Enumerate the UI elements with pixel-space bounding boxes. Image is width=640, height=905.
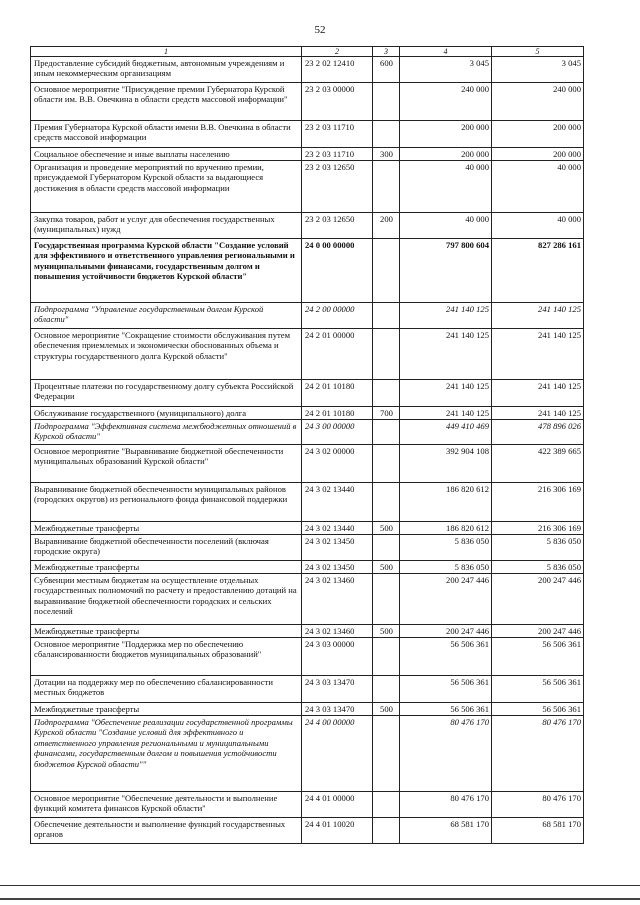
table-row: [31, 445, 584, 483]
footer-rule-thick: [0, 898, 640, 900]
row-name-cell: Межбюджетные трансферты: [31, 561, 302, 574]
row-name-cell: Государственная программа Курской области "Создание условий для эффективного и ответственного управления региональными и муниципальными финансами, государственным долгом и повышения устойчивости бюджетов Курской области": [31, 239, 302, 303]
row-code-cell: 24 3 02 13440: [302, 483, 373, 522]
row-amount-2-cell: 216 306 169: [492, 483, 584, 522]
row-amount-1-cell: 5 836 050: [400, 535, 492, 561]
row-name-cell: Выравнивание бюджетной обеспеченности муниципальных районов (городских округов) из регионального фонда финансовой поддержки: [31, 483, 302, 522]
row-code-cell: 23 2 02 12410: [302, 57, 373, 83]
row-amount-2-cell: 40 000: [492, 213, 584, 239]
table-row: [31, 420, 584, 445]
row-vr-cell: [373, 818, 400, 844]
row-vr-cell: 500: [373, 522, 400, 535]
table-row: [31, 161, 584, 213]
table-row: [31, 83, 584, 121]
row-amount-2-cell: 5 836 050: [492, 561, 584, 574]
row-amount-1-cell: 200 000: [400, 148, 492, 161]
table-row: [31, 148, 584, 161]
table-row: [31, 535, 584, 561]
row-vr-cell: 300: [373, 148, 400, 161]
row-name-cell: Дотации на поддержку мер по обеспечению сбалансированности местных бюджетов: [31, 676, 302, 703]
table-row: [31, 329, 584, 380]
row-amount-1-cell: 200 247 446: [400, 625, 492, 638]
row-code-cell: 24 3 03 00000: [302, 638, 373, 676]
row-code-cell: 23 2 03 12650: [302, 213, 373, 239]
row-code-cell: 23 2 03 00000: [302, 83, 373, 121]
row-amount-2-cell: 241 140 125: [492, 407, 584, 420]
table-row: [31, 625, 584, 638]
row-vr-cell: [373, 792, 400, 818]
row-code-cell: 24 4 00 00000: [302, 716, 373, 792]
row-vr-cell: [373, 535, 400, 561]
row-amount-2-cell: 200 000: [492, 121, 584, 148]
row-name-cell: Премия Губернатора Курской области имени В.В. Овечкина в области средств массовой информации: [31, 121, 302, 148]
row-amount-1-cell: 56 506 361: [400, 676, 492, 703]
row-amount-2-cell: 56 506 361: [492, 703, 584, 716]
table-row: [31, 676, 584, 703]
table-row: [31, 239, 584, 303]
row-amount-2-cell: 240 000: [492, 83, 584, 121]
row-name-cell: Основное мероприятие "Выравнивание бюджетной обеспеченности муниципальных образований Курской области": [31, 445, 302, 483]
row-name-cell: Субвенции местным бюджетам на осуществление отдельных государственных полномочий по расчету и предоставлению дотаций на выравнивание бюджетной обеспеченности городских и сельских поселений: [31, 574, 302, 625]
row-name-cell: Межбюджетные трансферты: [31, 522, 302, 535]
row-code-cell: 24 4 01 10020: [302, 818, 373, 844]
row-amount-1-cell: 200 000: [400, 121, 492, 148]
header-col-4: 4: [400, 47, 492, 57]
row-amount-1-cell: 241 140 125: [400, 303, 492, 329]
row-code-cell: 23 2 03 11710: [302, 121, 373, 148]
row-code-cell: 23 2 03 12650: [302, 161, 373, 213]
row-amount-1-cell: 241 140 125: [400, 380, 492, 407]
row-code-cell: 24 3 02 13460: [302, 574, 373, 625]
row-amount-2-cell: 422 389 665: [492, 445, 584, 483]
row-amount-2-cell: 3 045: [492, 57, 584, 83]
row-code-cell: 24 0 00 00000: [302, 239, 373, 303]
row-amount-2-cell: 56 506 361: [492, 676, 584, 703]
row-amount-2-cell: 80 476 170: [492, 716, 584, 792]
page-number: 52: [314, 24, 326, 36]
row-name-cell: Основное мероприятие "Присуждение премии Губернатора Курской области им. В.В. Овечкина в области средств массовой информации": [31, 83, 302, 121]
row-amount-2-cell: 241 140 125: [492, 303, 584, 329]
row-name-cell: Обеспечение деятельности и выполнение функций государственных органов: [31, 818, 302, 844]
row-amount-1-cell: 56 506 361: [400, 703, 492, 716]
row-vr-cell: [373, 574, 400, 625]
row-amount-2-cell: 80 476 170: [492, 792, 584, 818]
table-row: [31, 407, 584, 420]
table-header-row: [31, 47, 584, 57]
row-code-cell: 24 3 02 13450: [302, 535, 373, 561]
row-name-cell: Межбюджетные трансферты: [31, 703, 302, 716]
header-col-3: 3: [373, 47, 400, 57]
row-name-cell: Основное мероприятие "Сокращение стоимости обслуживания путем обеспечения приемлемых и экономически обоснованных объема и структуры государственного долга Курской области": [31, 329, 302, 380]
row-code-cell: 24 3 02 13440: [302, 522, 373, 535]
table-row: [31, 638, 584, 676]
row-amount-1-cell: 797 800 604: [400, 239, 492, 303]
row-amount-1-cell: 241 140 125: [400, 329, 492, 380]
table-row: [31, 380, 584, 407]
row-name-cell: Выравнивание бюджетной обеспеченности поселений (включая городские округа): [31, 535, 302, 561]
row-amount-1-cell: 80 476 170: [400, 792, 492, 818]
row-name-cell: Основное мероприятие "Обеспечение деятельности и выполнение функций комитета финансов Курской области": [31, 792, 302, 818]
row-amount-2-cell: 40 000: [492, 161, 584, 213]
row-amount-1-cell: 56 506 361: [400, 638, 492, 676]
row-amount-2-cell: 827 286 161: [492, 239, 584, 303]
row-amount-1-cell: 80 476 170: [400, 716, 492, 792]
row-code-cell: 24 4 01 00000: [302, 792, 373, 818]
row-code-cell: 24 3 03 13470: [302, 676, 373, 703]
row-name-cell: Межбюджетные трансферты: [31, 625, 302, 638]
footer-rule: [0, 885, 640, 886]
row-name-cell: Предоставление субсидий бюджетным, автономным учреждениям и иным некоммерческим организациям: [31, 57, 302, 83]
row-amount-1-cell: 186 820 612: [400, 522, 492, 535]
row-amount-1-cell: 3 045: [400, 57, 492, 83]
row-code-cell: 24 3 03 13470: [302, 703, 373, 716]
row-name-cell: Закупка товаров, работ и услуг для обеспечения государственных (муниципальных) нужд: [31, 213, 302, 239]
row-amount-2-cell: 241 140 125: [492, 329, 584, 380]
row-vr-cell: [373, 676, 400, 703]
row-vr-cell: 500: [373, 561, 400, 574]
row-amount-1-cell: 186 820 612: [400, 483, 492, 522]
row-vr-cell: [373, 329, 400, 380]
table-row: [31, 561, 584, 574]
budget-table: [30, 46, 584, 844]
row-vr-cell: [373, 303, 400, 329]
row-amount-2-cell: 241 140 125: [492, 380, 584, 407]
row-amount-2-cell: 5 836 050: [492, 535, 584, 561]
row-amount-1-cell: 200 247 446: [400, 574, 492, 625]
row-amount-1-cell: 449 410 469: [400, 420, 492, 445]
row-name-cell: Подпрограмма "Эффективная система межбюджетных отношений в Курской области": [31, 420, 302, 445]
header-col-5: 5: [492, 47, 584, 57]
header-col-1: 1: [31, 47, 302, 57]
table-row: [31, 522, 584, 535]
row-amount-2-cell: 200 247 446: [492, 574, 584, 625]
row-amount-1-cell: 241 140 125: [400, 407, 492, 420]
row-name-cell: Организация и проведение мероприятий по вручению премии, присуждаемой Губернатором Курской области за выдающиеся достижения в области средств массовой информации: [31, 161, 302, 213]
row-vr-cell: 700: [373, 407, 400, 420]
row-amount-2-cell: 478 896 026: [492, 420, 584, 445]
row-vr-cell: [373, 483, 400, 522]
row-vr-cell: [373, 239, 400, 303]
row-code-cell: 24 3 02 00000: [302, 445, 373, 483]
row-amount-2-cell: 200 247 446: [492, 625, 584, 638]
row-amount-2-cell: 200 000: [492, 148, 584, 161]
row-name-cell: Подпрограмма "Управление государственным долгом Курской области": [31, 303, 302, 329]
table-row: [31, 574, 584, 625]
row-vr-cell: [373, 716, 400, 792]
row-vr-cell: [373, 161, 400, 213]
row-code-cell: 24 3 02 13450: [302, 561, 373, 574]
row-vr-cell: 500: [373, 703, 400, 716]
table-row: [31, 483, 584, 522]
row-name-cell: Процентные платежи по государственному долгу субъекта Российской Федерации: [31, 380, 302, 407]
row-vr-cell: 500: [373, 625, 400, 638]
table-row: [31, 818, 584, 844]
row-vr-cell: [373, 420, 400, 445]
row-amount-1-cell: 240 000: [400, 83, 492, 121]
header-col-2: 2: [302, 47, 373, 57]
table-row: [31, 792, 584, 818]
row-code-cell: 24 2 00 00000: [302, 303, 373, 329]
row-amount-2-cell: 56 506 361: [492, 638, 584, 676]
row-amount-1-cell: 5 836 050: [400, 561, 492, 574]
row-name-cell: Обслуживание государственного (муниципального) долга: [31, 407, 302, 420]
row-amount-1-cell: 40 000: [400, 161, 492, 213]
row-code-cell: 24 2 01 00000: [302, 329, 373, 380]
row-code-cell: 24 2 01 10180: [302, 407, 373, 420]
row-vr-cell: [373, 83, 400, 121]
row-vr-cell: 600: [373, 57, 400, 83]
row-amount-2-cell: 216 306 169: [492, 522, 584, 535]
row-code-cell: 24 3 00 00000: [302, 420, 373, 445]
table-row: [31, 703, 584, 716]
row-vr-cell: [373, 380, 400, 407]
row-amount-2-cell: 68 581 170: [492, 818, 584, 844]
row-code-cell: 24 3 02 13460: [302, 625, 373, 638]
table-row: [31, 121, 584, 148]
row-vr-cell: [373, 638, 400, 676]
row-amount-1-cell: 392 904 108: [400, 445, 492, 483]
row-code-cell: 24 2 01 10180: [302, 380, 373, 407]
row-amount-1-cell: 40 000: [400, 213, 492, 239]
table-row: [31, 57, 584, 83]
table-row: [31, 716, 584, 792]
row-vr-cell: [373, 445, 400, 483]
row-name-cell: Подпрограмма "Обеспечение реализации государственной программы Курской области "Создание условий для эффективного и ответственного управления региональными и муниципальными финансами, государственным долгом и повышения устойчивости бюджетов Курской области"": [31, 716, 302, 792]
table-row: [31, 213, 584, 239]
row-code-cell: 23 2 03 11710: [302, 148, 373, 161]
row-vr-cell: [373, 121, 400, 148]
row-vr-cell: 200: [373, 213, 400, 239]
row-amount-1-cell: 68 581 170: [400, 818, 492, 844]
row-name-cell: Социальное обеспечение и иные выплаты населению: [31, 148, 302, 161]
row-name-cell: Основное мероприятие "Поддержка мер по обеспечению сбалансированности бюджетов муниципальных образований": [31, 638, 302, 676]
table-row: [31, 303, 584, 329]
